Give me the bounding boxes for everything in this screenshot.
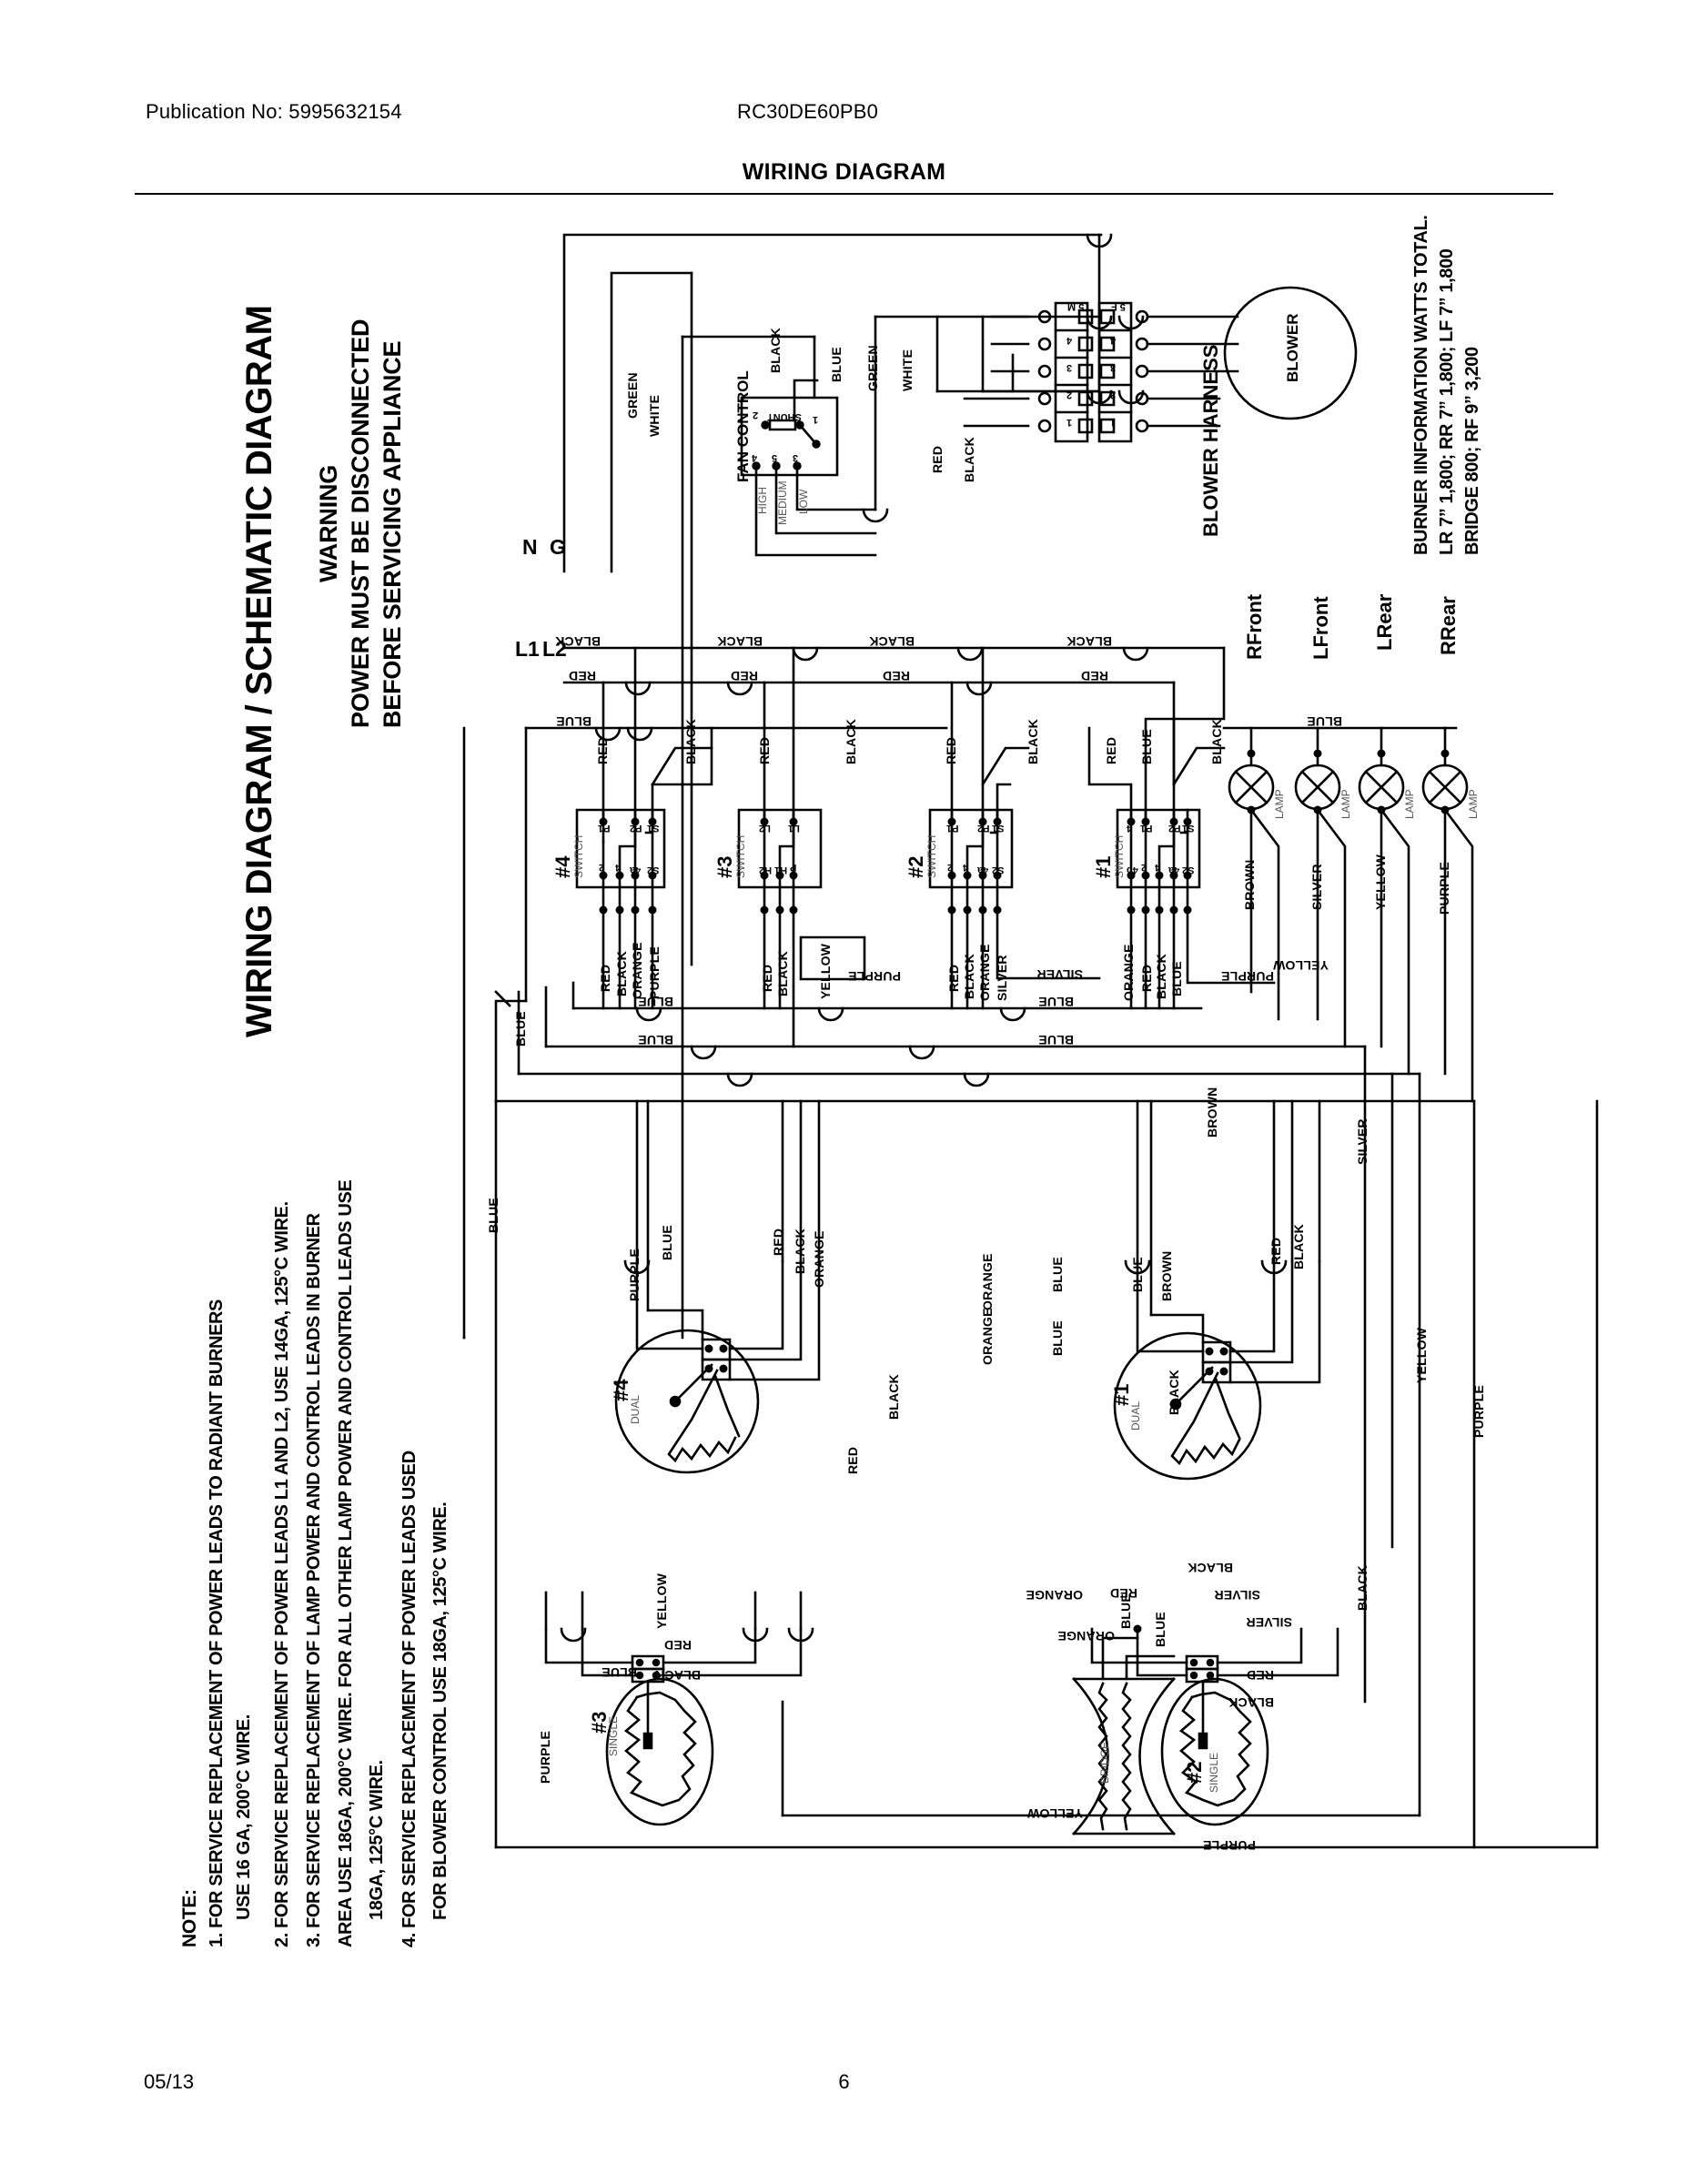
bottom-label-purple: PURPLE — [1203, 1838, 1256, 1853]
element-3-wire-black: BLACK — [655, 1668, 701, 1683]
note-item-1b: USE 16 GA, 200°C WIRE. — [234, 1714, 254, 1920]
lamp-symbol-lfront: LAMP — [1339, 789, 1352, 819]
switch-4-out-purple: PURPLE — [647, 946, 662, 999]
switch-1-term-2: 2 — [1141, 862, 1147, 873]
switch-3-term-l1: L1 — [788, 823, 800, 834]
lamp-symbol-lrear: LAMP — [1403, 789, 1416, 819]
switch-2-term-4a: 4a — [977, 864, 989, 875]
element-4-wire-orange: ORANGE — [812, 1230, 826, 1288]
element-1-wire-orange: ORANGE — [980, 1253, 995, 1310]
switch-1-term-p1: P1 — [1140, 823, 1153, 834]
lamp-symbol-rfront: LAMP — [1273, 789, 1286, 819]
element-3-wire-red: RED — [663, 1638, 692, 1653]
model-number: RC30DE60PB0 — [737, 100, 879, 123]
fan-terminal-1: 1 — [813, 414, 819, 425]
lamp-wire-yellow: YELLOW — [1373, 854, 1388, 910]
element-2-type: SINGLE — [1208, 1752, 1220, 1793]
route-label-purple-1: PURPLE — [848, 969, 901, 984]
bus-label-black-3: BLACK — [1066, 634, 1112, 649]
switch-1-out-orange: ORANGE — [1121, 944, 1136, 1001]
element-1-type: DUAL — [1129, 1400, 1142, 1431]
element-2-wire-blue: BLUE — [1153, 1612, 1167, 1647]
switch-3-in-black: BLACK — [844, 719, 858, 764]
mid-label-black-r: BLACK — [1188, 1561, 1233, 1575]
route-label-blue-left2: BLUE — [513, 1011, 528, 1046]
warning-line-2: POWER MUST BE DISCONNECTED — [347, 318, 374, 728]
note-item-4b: FOR BLOWER CONTROL USE 18GA, 125°C WIRE. — [430, 1502, 450, 1920]
switch-2-term-s2: S2 — [992, 864, 1005, 875]
element-3-id: #3 — [588, 1711, 611, 1734]
bus-label-black-4: BLACK — [717, 634, 763, 649]
mid-label-black-far: BLACK — [1355, 1565, 1370, 1611]
page-title: WIRING DIAGRAM — [742, 159, 946, 185]
switch-1-sub: SWITCH — [1113, 834, 1126, 878]
bus-label-black-1: BLACK — [555, 634, 601, 649]
switch-4-term-4a: 4a — [630, 864, 642, 875]
switch-1-in-blue: BLUE — [1139, 729, 1154, 764]
element-3-wire-blue: BLUE — [601, 1665, 637, 1680]
terminal-label-l2: L2 — [542, 637, 567, 661]
burner-info-line-1: BURNER IINFORMATION WATTS TOTAL. — [1411, 215, 1431, 555]
bus-label-red-2: RED — [882, 669, 910, 683]
switch-2-out-black: BLACK — [962, 954, 976, 999]
switch-2-out-silver: SILVER — [995, 955, 1009, 1001]
switch-2-sub: SWITCH — [925, 834, 938, 878]
switch-4-out-orange: ORANGE — [630, 942, 644, 999]
element-2-id: #2 — [1183, 1761, 1206, 1784]
element-3-wire-yellow: YELLOW — [654, 1572, 669, 1629]
blower-label: BLOWER — [1284, 313, 1301, 382]
fan-control-shunt-label: SHUNT — [767, 411, 802, 422]
fan-control-title: FAN CONTROL — [734, 370, 752, 482]
element-bridge-label: BRIDGE — [1098, 1741, 1111, 1784]
mid-label-red-r: RED — [1109, 1586, 1137, 1601]
note-item-3c: 18GA, 125°C WIRE. — [367, 1760, 387, 1920]
switch-1-in-black: BLACK — [1209, 719, 1224, 764]
mid-label-orange-left: ORANGE — [980, 1308, 995, 1365]
female-pin-2: 2 — [1110, 389, 1117, 400]
male-pin-4: 4 — [1066, 335, 1073, 346]
route-label-blue-4: BLUE — [1038, 1033, 1074, 1047]
switch-4-term-p2: P2 — [630, 823, 642, 834]
warning-line-3: BEFORE SERVICING APPLIANCE — [379, 340, 406, 728]
bus-label-red-1: RED — [568, 669, 596, 683]
switch-2-in-black: BLACK — [1026, 719, 1040, 764]
route-label-blue-3: BLUE — [1038, 995, 1074, 1009]
switch-3-out-black: BLACK — [775, 951, 790, 996]
switch-4-in-black: BLACK — [683, 719, 698, 764]
element-2-wire-silver: SILVER — [1246, 1615, 1292, 1630]
switch-4-term-s1: S1 — [647, 823, 660, 834]
switch-2-term-p2: P2 — [977, 823, 990, 834]
right-label-silver: SILVER — [1355, 1118, 1370, 1165]
note-item-2: 2. FOR SERVICE REPLACEMENT OF POWER LEADS L1 AND L2, USE 14GA, 125°C WIRE. — [272, 1201, 292, 1947]
fan-terminal-5: 5 — [772, 452, 778, 463]
connector-female-label: 5 F — [1111, 301, 1126, 312]
lamp-label-rfront: RFront — [1243, 593, 1266, 660]
switch-1-term-4a: 4a — [1168, 864, 1180, 875]
lamp-symbol-rrear: LAMP — [1467, 789, 1480, 819]
element-1-wire-blue: BLUE — [1050, 1257, 1065, 1292]
switch-2-out-orange: ORANGE — [977, 944, 992, 1001]
lamp-wire-purple: PURPLE — [1437, 862, 1451, 915]
switch-1-term-s2: S2 — [1182, 864, 1195, 875]
element-1-wire-brown: BROWN — [1159, 1250, 1174, 1301]
switch-1-term-4: 4 — [1127, 823, 1133, 834]
switch-4-id: #4 — [551, 855, 574, 878]
element-4-wire-blue: BLUE — [660, 1225, 674, 1260]
element-4-wire-purple: PURPLE — [627, 1249, 642, 1301]
switch-3-in-red: RED — [757, 736, 772, 764]
switch-3-out-red: RED — [760, 964, 774, 992]
element-1-wire-black: BLACK — [1291, 1224, 1306, 1269]
switch-2-term-s1: S1 — [992, 823, 1005, 834]
switch-1-id: #1 — [1092, 855, 1115, 878]
switch-2-in-red: RED — [944, 736, 958, 764]
switch-3-term-l2: L2 — [759, 823, 771, 834]
fan-speed-medium: MEDIUM — [776, 480, 789, 525]
male-pin-1: 1 — [1066, 417, 1073, 428]
wire-label-white-mains: WHITE — [647, 394, 662, 437]
terminal-label-g: G — [550, 535, 566, 559]
route-label-blue-2: BLUE — [638, 1033, 673, 1047]
element-3-wire-purple: PURPLE — [538, 1731, 552, 1784]
mid-label-blue-r: BLUE — [1118, 1593, 1133, 1629]
schematic-side-title: WIRING DIAGRAM / SCHEMATIC DIAGRAM — [239, 305, 279, 1037]
lamp-label-lfront: LFront — [1309, 596, 1332, 660]
mid-label-silver-r: SILVER — [1214, 1588, 1260, 1603]
female-pin-4: 4 — [1110, 335, 1117, 346]
wire-label-black2-fan: BLACK — [962, 437, 976, 482]
switch-3-term-p: P — [790, 862, 797, 873]
wire-label-white-fan: WHITE — [900, 349, 915, 391]
switch-1-term-s1: S1 — [1182, 823, 1195, 834]
switch-1-term-4b: 4b — [1127, 864, 1138, 875]
element-4-id: #4 — [610, 1379, 632, 1401]
route-label-blue-left: BLUE — [486, 1198, 500, 1233]
switch-3-term-h2: H2 — [759, 864, 773, 875]
switch-3-out-yellow: YELLOW — [818, 943, 833, 999]
route-label-purple-2: PURPLE — [1221, 969, 1274, 984]
element-2-wire-red: RED — [1246, 1668, 1274, 1683]
right-label-yellow: YELLOW — [1414, 1327, 1429, 1383]
switch-1-out-black: BLACK — [1154, 954, 1168, 999]
mid-label-black-left: BLACK — [886, 1374, 901, 1420]
male-pin-2: 2 — [1066, 389, 1073, 400]
switch-1-out-red: RED — [1139, 964, 1154, 992]
wire-label-blue-fan: BLUE — [829, 347, 844, 382]
switch-1-in-red: RED — [1104, 736, 1118, 764]
right-label-brown: BROWN — [1205, 1087, 1219, 1138]
switch-3-sub: SWITCH — [734, 834, 747, 878]
element-1-wire-black2: BLACK — [1167, 1370, 1181, 1415]
fan-terminal-2: 2 — [753, 410, 759, 420]
element-1-wire-red: RED — [1269, 1237, 1283, 1265]
note-item-4: 4. FOR SERVICE REPLACEMENT OF POWER LEADS USED — [399, 1451, 419, 1947]
switch-4-term-p1: P1 — [598, 823, 611, 834]
lamp-label-rrear: RRear — [1437, 596, 1460, 655]
bus-label-blue-lamp: BLUE — [1307, 714, 1342, 729]
mid-label-blue-left: BLUE — [1050, 1320, 1065, 1356]
element-3-type: SINGLE — [607, 1715, 620, 1756]
bus-label-red-4: RED — [730, 669, 758, 683]
female-pin-3: 3 — [1110, 362, 1117, 373]
male-pin-3: 3 — [1066, 362, 1073, 373]
mid-label-orange-r: ORANGE — [1026, 1588, 1083, 1603]
switch-1-out-blue: BLUE — [1169, 961, 1184, 996]
route-label-yellow-1: YELLOW — [1272, 958, 1329, 973]
lamp-label-lrear: LRear — [1373, 593, 1396, 651]
fan-terminal-4: 4 — [752, 452, 758, 463]
page-number: 6 — [838, 2070, 850, 2093]
switch-2-id: #2 — [905, 855, 927, 878]
switch-4-term-s2: S2 — [647, 864, 660, 875]
element-1-wire-blue2: BLUE — [1130, 1257, 1145, 1292]
switch-1-term-p2: P2 — [1168, 823, 1181, 834]
notes-heading: NOTE: — [179, 1889, 200, 1947]
switch-3-term-h1: H1 — [774, 864, 788, 875]
switch-4-term-2: 2 — [599, 862, 605, 873]
switch-1-term-4-b: 4 — [1155, 862, 1161, 873]
wire-label-red-fan: RED — [930, 445, 945, 473]
wire-label-black-fan: BLACK — [768, 328, 783, 373]
wire-label-green-mains: GREEN — [625, 372, 640, 419]
lamp-wire-silver: SILVER — [1309, 864, 1324, 910]
right-label-purple: PURPLE — [1471, 1385, 1486, 1438]
warning-heading: WARNING — [315, 464, 342, 582]
element-2-wire-orange: ORANGE — [1057, 1629, 1115, 1643]
element-1-id: #1 — [1110, 1383, 1133, 1406]
switch-4-out-black: BLACK — [614, 951, 629, 996]
switch-4-in-red: RED — [595, 736, 610, 764]
burner-info-line-3: BRIDGE 800; RF 9” 3,200 — [1462, 347, 1482, 555]
publication-number: Publication No: 5995632154 — [146, 100, 402, 123]
switch-4-out-red: RED — [598, 964, 612, 992]
burner-info-line-2: LR 7” 1,800; RR 7” 1,800; LF 7” 1,800 — [1437, 248, 1457, 555]
female-pin-1: 1 — [1110, 417, 1117, 428]
fan-speed-high: HIGH — [756, 487, 769, 514]
bus-label-red-3: RED — [1080, 669, 1108, 683]
element-4-type: DUAL — [629, 1394, 642, 1424]
note-item-1: 1. FOR SERVICE REPLACEMENT OF POWER LEADS TO RADIANT BURNERS — [207, 1299, 227, 1947]
switch-2-out-red: RED — [946, 964, 961, 992]
note-item-3b: AREA USE 18GA, 200°C WIRE. FOR ALL OTHER LAMP POWER AND CONTROL LEADS USE — [336, 1179, 356, 1947]
element-2-wire-black: BLACK — [1228, 1695, 1274, 1710]
fan-speed-low: LOW — [797, 489, 810, 514]
terminal-label-n: N — [522, 535, 538, 559]
element-4-wire-red: RED — [771, 1228, 785, 1256]
switch-2-term-2: 2 — [947, 862, 954, 873]
switch-4-sub: SWITCH — [572, 834, 585, 878]
bottom-label-yellow: YELLOW — [1026, 1806, 1083, 1821]
lamp-wire-brown: BROWN — [1242, 859, 1257, 910]
terminal-label-l1: L1 — [515, 637, 540, 661]
blower-harness-label: BLOWER HARNESS — [1199, 344, 1222, 537]
wire-label-green-fan: GREEN — [865, 345, 880, 391]
fan-terminal-3: 3 — [793, 452, 799, 463]
bus-label-blue-1: BLUE — [556, 714, 591, 729]
revision-date: 05/13 — [144, 2070, 195, 2093]
mid-label-red-left: RED — [845, 1446, 860, 1474]
connector-male-label: 5 M — [1067, 301, 1085, 312]
switch-4-term-4: 4 — [615, 862, 622, 873]
switch-3-id: #3 — [713, 855, 736, 878]
bus-label-black-2: BLACK — [869, 634, 915, 649]
element-4-wire-black: BLACK — [793, 1228, 807, 1274]
note-item-3: 3. FOR SERVICE REPLACEMENT OF LAMP POWER AND CONTROL LEADS IN BURNER — [304, 1213, 324, 1947]
switch-2-term-p1: P1 — [946, 823, 959, 834]
switch-2-term-4: 4 — [963, 862, 969, 873]
wire-label-silver-return: SILVER — [1036, 967, 1083, 982]
route-label-blue-1: BLUE — [638, 995, 673, 1009]
